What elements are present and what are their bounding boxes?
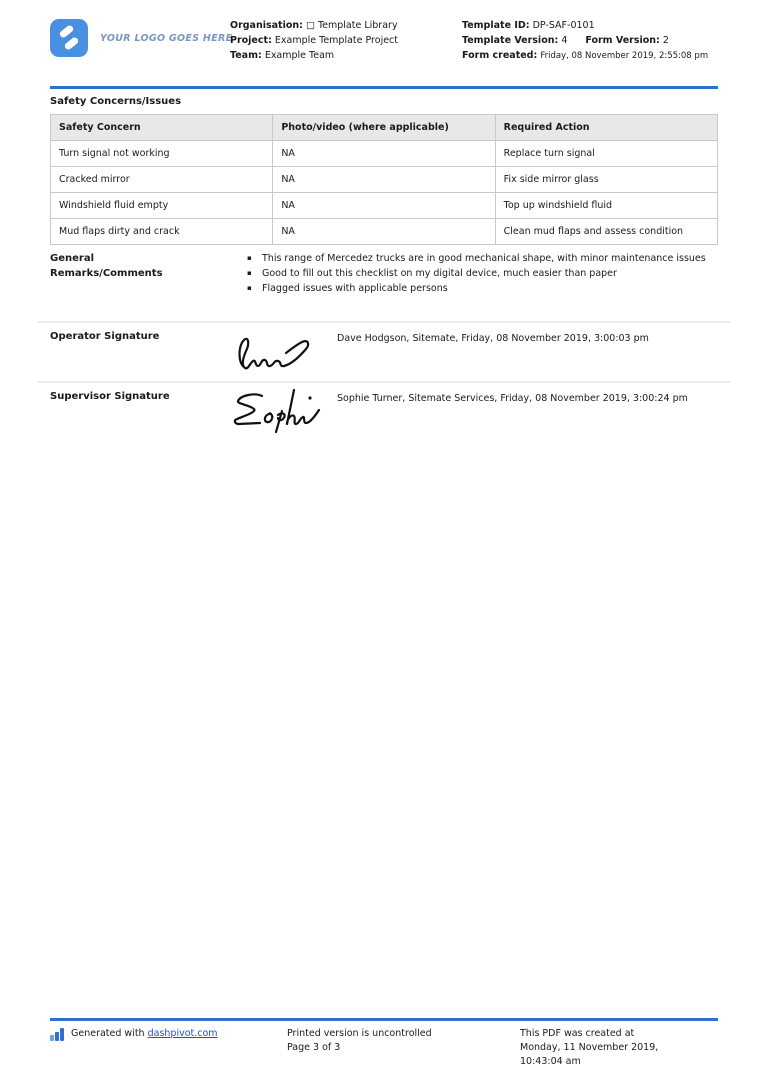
section-divider xyxy=(38,381,730,383)
organisation-line xyxy=(230,18,455,33)
remark-text: This range of Mercedez trucks are in good mechanical shape, with minor maintenance issues xyxy=(262,253,706,264)
table-header-required-action: Required Action xyxy=(495,115,717,141)
table-cell: NA xyxy=(273,141,495,167)
organisation-value: □ Template Library xyxy=(305,20,398,31)
list-item xyxy=(247,281,710,296)
header-divider xyxy=(50,86,718,89)
list-item xyxy=(247,266,710,281)
bullet-icon: ▪ xyxy=(247,269,252,277)
footer-divider xyxy=(50,1018,718,1021)
table-cell: Replace turn signal xyxy=(495,141,717,167)
bar-chart-icon xyxy=(50,1028,65,1041)
generated-with-text: Generated with dashpivot.com xyxy=(71,1028,218,1039)
template-id-value: DP-SAF-0101 xyxy=(532,20,595,31)
form-created-value: Friday, 08 November 2019, 2:55:08 pm xyxy=(540,51,709,61)
supervisor-signature-label: Supervisor Signature xyxy=(50,391,170,402)
table-cell: Turn signal not working xyxy=(51,141,273,167)
versions-line xyxy=(462,33,710,48)
form-created-line xyxy=(462,48,710,64)
table-cell: Cracked mirror xyxy=(51,167,273,193)
company-logo-icon xyxy=(50,19,88,57)
organisation-info-block xyxy=(230,18,455,63)
list-item xyxy=(247,251,710,266)
template-version-label: Template Version: xyxy=(462,35,559,46)
template-version-value: 4 xyxy=(561,35,568,46)
table-cell: Mud flaps dirty and crack xyxy=(51,219,273,245)
logo-placeholder-text: YOUR LOGO GOES HERE xyxy=(100,32,233,44)
page-number-text: Page 3 of 3 xyxy=(287,1042,341,1053)
operator-signature-label: Operator Signature xyxy=(50,331,160,342)
table-row xyxy=(51,219,718,245)
section-title: Safety Concerns/Issues xyxy=(50,96,182,107)
table-header-safety-concern: Safety Concern xyxy=(51,115,273,141)
table-cell: NA xyxy=(273,219,495,245)
project-label: Project: xyxy=(230,35,272,46)
template-info-block xyxy=(462,18,710,64)
form-version-value: 2 xyxy=(662,35,669,46)
table-cell: NA xyxy=(273,193,495,219)
organisation-label: Organisation: xyxy=(230,20,303,31)
table-row xyxy=(51,167,718,193)
table-cell: Fix side mirror glass xyxy=(495,167,717,193)
supervisor-signature-image xyxy=(230,387,330,433)
team-value: Example Team xyxy=(264,50,335,61)
footer-printed-block xyxy=(287,1027,432,1055)
pdf-created-line: Monday, 11 November 2019, xyxy=(520,1042,659,1053)
footer-created-block xyxy=(520,1027,658,1069)
remark-text: Good to fill out this checklist on my digital device, much easier than paper xyxy=(262,268,617,279)
form-created-label: Form created: xyxy=(462,50,538,61)
section-divider xyxy=(38,321,730,323)
operator-signature-detail: Dave Hodgson, Sitemate, Friday, 08 November 2019, 3:00:03 pm xyxy=(337,333,649,344)
remark-text: Flagged issues with applicable persons xyxy=(262,283,448,294)
bullet-icon: ▪ xyxy=(247,254,252,262)
table-cell: Windshield fluid empty xyxy=(51,193,273,219)
pdf-created-line: This PDF was created at xyxy=(520,1028,635,1039)
team-label: Team: xyxy=(230,50,262,61)
remarks-list xyxy=(247,251,710,296)
table-row xyxy=(51,141,718,167)
safety-concerns-table xyxy=(50,114,718,245)
template-id-label: Template ID: xyxy=(462,20,530,31)
form-version-label: Form Version: xyxy=(585,35,660,46)
table-cell: NA xyxy=(273,167,495,193)
template-id-line xyxy=(462,18,710,33)
logo-block xyxy=(50,19,232,57)
table-header-row xyxy=(51,115,718,141)
footer-generated xyxy=(50,1027,218,1041)
remarks-label: General Remarks/Comments xyxy=(50,253,163,279)
supervisor-signature-detail: Sophie Turner, Sitemate Services, Friday, 08 November 2019, 3:00:24 pm xyxy=(337,393,688,404)
operator-signature-image xyxy=(232,333,314,375)
table-cell: Clean mud flaps and assess condition xyxy=(495,219,717,245)
table-header-photo-video: Photo/video (where applicable) xyxy=(273,115,495,141)
project-line xyxy=(230,33,455,48)
table-cell: Top up windshield fluid xyxy=(495,193,717,219)
project-value: Example Template Project xyxy=(274,35,398,46)
table-row xyxy=(51,193,718,219)
printed-version-text: Printed version is uncontrolled xyxy=(287,1028,432,1039)
dashpivot-link[interactable]: dashpivot.com xyxy=(147,1028,218,1039)
pdf-created-line: 10:43:04 am xyxy=(520,1056,581,1067)
bullet-icon: ▪ xyxy=(247,284,252,292)
team-line xyxy=(230,48,455,63)
